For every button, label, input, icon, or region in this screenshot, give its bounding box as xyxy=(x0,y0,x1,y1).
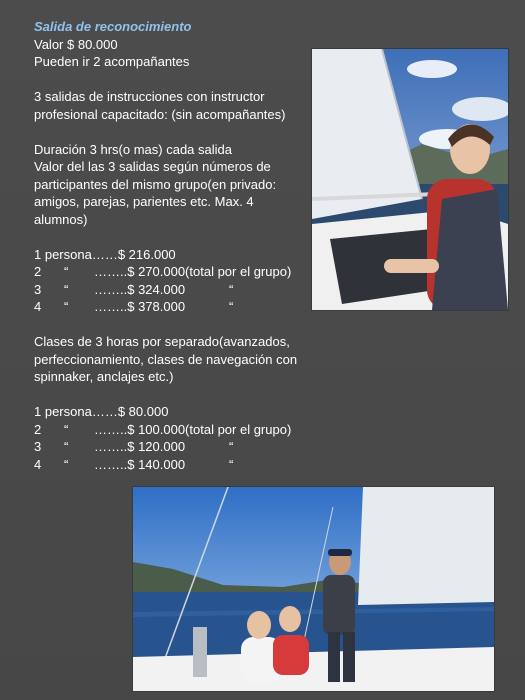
classes-desc-1: Clases de 3 horas por separado(avanzados, xyxy=(34,334,290,349)
spacer xyxy=(34,316,309,334)
spacer xyxy=(34,228,309,246)
classes-price-row xyxy=(34,421,309,439)
reconnaissance-companions: Pueden ir 2 acompañantes xyxy=(34,54,190,69)
row-ditto: “ xyxy=(64,299,69,314)
row-ditto-note: “ xyxy=(229,299,234,314)
instruction-intro-1: 3 salidas de instrucciones con instructor xyxy=(34,89,265,104)
row-number: 3 xyxy=(34,281,42,297)
row-ditto: “ xyxy=(64,456,69,472)
pricing-text xyxy=(34,18,309,473)
sailboat-photo-group xyxy=(132,486,495,692)
instruction-duration: Duración 3 hrs(o mas) cada salida xyxy=(34,141,232,157)
row-price: ……..$ 270.000(total por el grupo) xyxy=(94,264,292,279)
spacer xyxy=(34,123,309,141)
row-label: 1 persona……$ 80.000 xyxy=(34,404,169,419)
instruction-value-2: participantes del mismo grupo(en privado: xyxy=(34,176,277,192)
row-price: ……..$ 120.000 xyxy=(94,439,186,454)
row-ditto-note: “ xyxy=(229,439,234,454)
classes-price-row xyxy=(34,456,309,474)
row-number: 3 xyxy=(34,439,42,454)
row-ditto: “ xyxy=(64,421,69,437)
row-price: ……..$ 324.000 xyxy=(94,281,186,297)
classes-desc-3: spinnaker, anclajes etc.) xyxy=(34,369,174,384)
instruction-price-row xyxy=(34,281,309,299)
row-number: 4 xyxy=(34,299,42,314)
spacer xyxy=(34,71,309,89)
row-ditto: “ xyxy=(64,264,69,279)
row-price: ……..$ 140.000 xyxy=(94,456,186,472)
row-ditto: “ xyxy=(64,281,69,297)
reconnaissance-title: Salida de reconocimiento xyxy=(34,19,192,34)
row-ditto-note: “ xyxy=(229,281,234,297)
row-number: 2 xyxy=(34,421,42,437)
instruction-intro-2: profesional capacitado: (sin acompañantes) xyxy=(34,106,286,122)
row-number: 4 xyxy=(34,456,42,472)
classes-price-row xyxy=(34,438,309,456)
instruction-price-row xyxy=(34,263,309,281)
row-price: ……..$ 378.000 xyxy=(94,299,186,314)
row-number: 2 xyxy=(34,264,42,279)
instruction-price-row xyxy=(34,298,309,316)
sailboat-photo-student xyxy=(311,48,509,311)
instruction-value-1: Valor del las 3 salidas según números de xyxy=(34,159,271,174)
classes-price-row xyxy=(34,403,309,421)
instruction-value-3: amigos, parejas, parientes etc. Max. 4 xyxy=(34,194,254,209)
spacer xyxy=(34,386,309,404)
reconnaissance-price: Valor $ 80.000 xyxy=(34,36,118,52)
instruction-price-row xyxy=(34,246,309,264)
row-ditto-note: “ xyxy=(229,456,234,472)
sailboat-photo-student-image xyxy=(312,49,508,310)
instruction-value-4: alumnos) xyxy=(34,211,88,227)
sailboat-photo-group-image xyxy=(133,487,494,691)
row-label: 1 persona……$ 216.000 xyxy=(34,246,176,262)
classes-desc-2: perfeccionamiento, clases de navegación con xyxy=(34,351,298,367)
row-price: ……..$ 100.000(total por el grupo) xyxy=(94,421,292,437)
row-ditto: “ xyxy=(64,439,69,454)
